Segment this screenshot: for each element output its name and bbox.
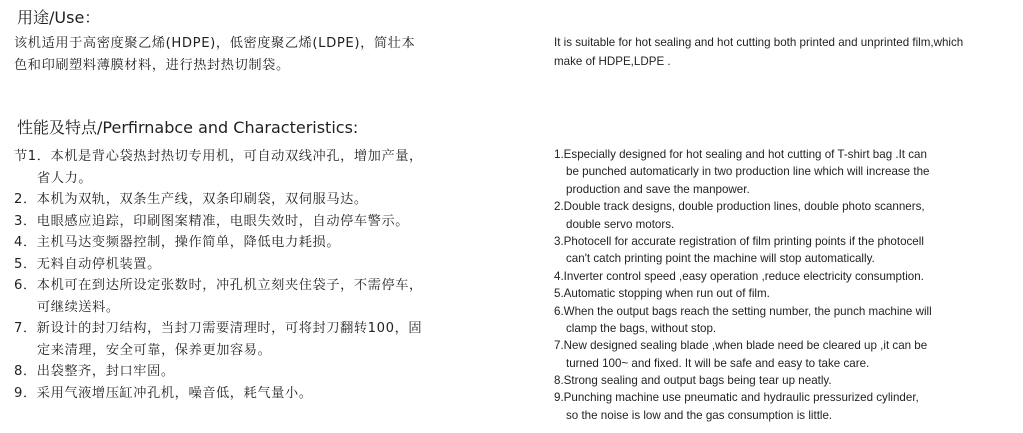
features-zh-line: 节1．本机是背心袋热封热切专用机，可自动双线冲孔，增加产量， bbox=[14, 149, 423, 164]
features-en-line: double servo motors. bbox=[566, 217, 675, 231]
features-en-line: can't catch printing point the machine will stop automatically. bbox=[566, 252, 875, 266]
features-zh-line: 6．本机可在到达所设定张数时，冲孔机立刻夹住袋子，不需停车， bbox=[14, 278, 423, 293]
use-heading: 用途/Use： bbox=[17, 8, 101, 27]
features-zh-list bbox=[14, 146, 504, 404]
features-zh-line: 5．无料自动停机装置。 bbox=[14, 256, 161, 272]
features-zh-line: 7．新设计的封刀结构，当封刀需要清理时，可将封刀翻转100，固 bbox=[14, 321, 423, 336]
features-zh-line: 可继续送料。 bbox=[37, 299, 120, 315]
features-en-line: 2.Double track designs, double production lines, double photo scanners, bbox=[554, 200, 925, 214]
use-zh-text bbox=[14, 33, 504, 76]
features-zh-line: 2．本机为双轨，双条生产线，双条印刷袋，双伺服马达。 bbox=[14, 192, 368, 207]
features-zh-line: 3．电眼感应追踪，印刷图案精准，电眼失效时，自动停车警示。 bbox=[14, 213, 410, 229]
use-zh-line: 该机适用于高密度聚乙烯(HDPE)，低密度聚乙烯(LDPE)，简壮本 bbox=[14, 36, 416, 51]
features-en-line: 1.Especially designed for hot sealing and hot cutting of T-shirt bag .It can bbox=[554, 148, 927, 161]
features-zh-line: 4．主机马达变频器控制，操作简单，降低电力耗损。 bbox=[14, 235, 341, 250]
features-en-line: 7.New designed sealing blade ,when blade need be cleared up ,it can be bbox=[554, 339, 928, 353]
features-zh-line: 8．出袋整齐，封口牢固。 bbox=[14, 364, 175, 379]
features-en-line: 8.Strong sealing and output bags being tear up neatly. bbox=[554, 374, 832, 388]
features-en-list bbox=[554, 146, 1019, 424]
use-en-line: make of HDPE,LDPE . bbox=[554, 55, 671, 68]
features-heading: 性能及特点/Perfirnabce and Characteristics: bbox=[17, 118, 359, 137]
features-en-line: 9.Punching machine use pneumatic and hydraulic pressurized cylinder, bbox=[554, 391, 919, 405]
features-en-line: be punched automaticarly in two production line which will increase the bbox=[566, 165, 930, 179]
features-en-line: clamp the bags, without stop. bbox=[566, 321, 717, 335]
features-en-line: production and save the manpower. bbox=[566, 182, 750, 196]
features-zh-line: 9．采用气液增压缸冲孔机，噪音低，耗气量小。 bbox=[14, 385, 313, 401]
use-en-text bbox=[554, 33, 1019, 71]
features-en-line: 3.Photocell for accurate registration of film printing points if the photocell bbox=[554, 234, 924, 248]
features-en-line: so the noise is low and the gas consumption is little. bbox=[566, 408, 833, 422]
use-en-line: It is suitable for hot sealing and hot cutting both printed and unprinted film,which bbox=[554, 36, 964, 49]
features-en-line: 6.When the output bags reach the setting number, the punch machine will bbox=[554, 304, 932, 318]
features-en-line: turned 100~ and fixed. It will be safe and easy to take care. bbox=[566, 356, 870, 370]
use-zh-line: 色和印刷塑料薄膜材料，进行热封热切制袋。 bbox=[14, 57, 290, 73]
features-en-line: 4.Inverter control speed ,easy operation ,reduce electricity consumption. bbox=[554, 269, 924, 283]
features-zh-line: 定来清理，安全可靠，保养更加容易。 bbox=[37, 342, 272, 358]
features-en-line: 5.Automatic stopping when run out of film. bbox=[554, 287, 770, 301]
features-zh-line: 省人力。 bbox=[37, 170, 93, 186]
